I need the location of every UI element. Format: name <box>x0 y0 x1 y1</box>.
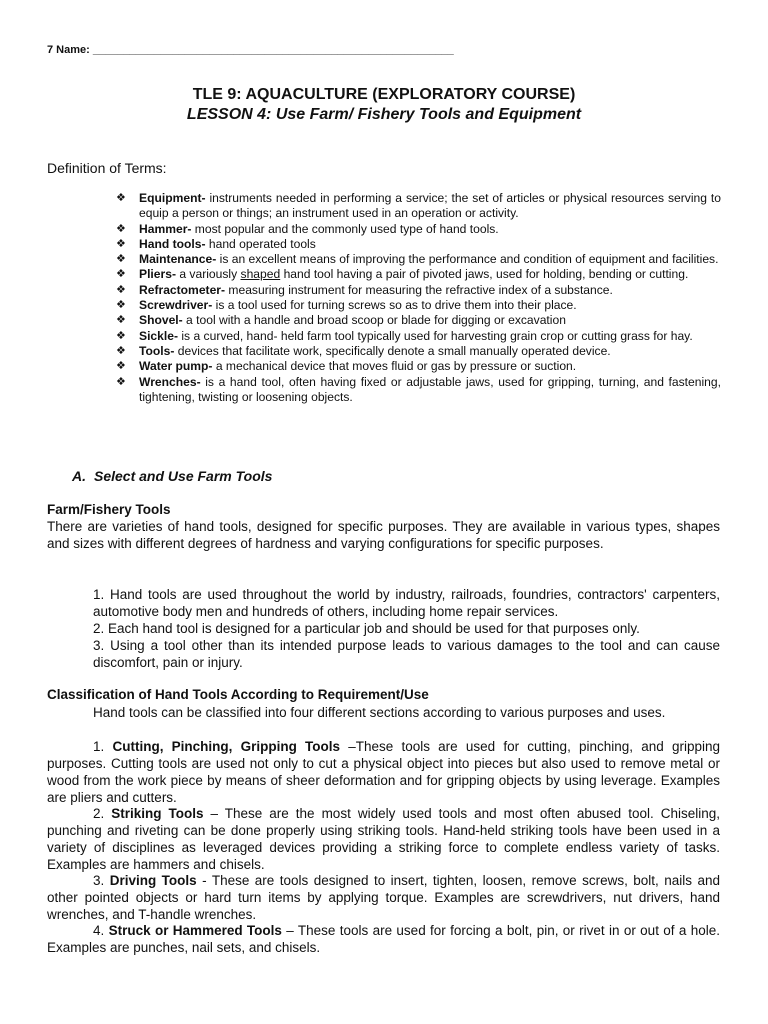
category-name: Struck or Hammered Tools <box>108 923 282 938</box>
numbered-point: 2. Each hand tool is designed for a particular job and should be used for that purposes only. <box>93 621 640 636</box>
category-number: 3. <box>93 873 110 888</box>
definition-list <box>116 191 721 405</box>
diamond-bullet-icon: ❖ <box>116 237 126 250</box>
definition-item-water-pump <box>116 359 721 374</box>
definition-text: is a curved, hand- held farm tool typically used for harvesting grain crop or cutting grass for hay. <box>178 328 693 343</box>
definition-item-hand-tools <box>116 237 721 252</box>
category-number: 4. <box>93 923 109 938</box>
definition-item-equipment <box>116 191 721 222</box>
category-striking-tools <box>47 805 720 873</box>
definition-text: is a hand tool, often having fixed or adjustable jaws, used for gripping, turning, and fastening, tightening, twisting or loosening objects. <box>139 374 721 404</box>
section-title: Select and Use Farm Tools <box>94 468 273 484</box>
definition-item-tools <box>116 344 721 359</box>
definition-text: most popular and the commonly used type of hand tools. <box>191 221 499 236</box>
numbered-points <box>93 586 720 671</box>
diamond-bullet-icon: ❖ <box>116 192 126 204</box>
diamond-bullet-icon: ❖ <box>116 222 126 235</box>
definition-term: Sickle- <box>139 328 178 343</box>
classification-intro: Hand tools can be classified into four different sections according to various purposes and uses. <box>93 705 666 720</box>
definition-text: instruments needed in performing a service; the set of articles or physical resources serving to equip a person or things; an instrument used in an operation or activity. <box>139 191 721 221</box>
definition-item-wrenches <box>116 375 721 406</box>
diamond-bullet-icon: ❖ <box>116 344 126 357</box>
definition-term: Wrenches- <box>139 374 201 389</box>
lesson-subtitle: LESSON 4: Use Farm/ Fishery Tools and Equipment <box>186 106 582 123</box>
category-name: Cutting, Pinching, Gripping Tools <box>112 739 341 754</box>
category-text: –These tools are used for cutting, pinching, and gripping purposes. Cutting tools are used not only to cut a physical object into pieces but also used to remove metal or wood from the work piece by means of sheer deformation and for gripping objects by using leverage. Examples are pliers and cutters. <box>47 739 720 805</box>
definition-text: is an excellent means of improving the performance and condition of equipment and facilities. <box>216 252 719 267</box>
category-number: 1. <box>93 739 113 754</box>
definition-term: Hand tools- <box>139 236 206 251</box>
farm-tools-heading: Farm/Fishery Tools <box>47 502 171 517</box>
category-cutting-tools <box>47 738 720 806</box>
definition-term: Tools- <box>139 343 175 358</box>
definition-item-screwdriver <box>116 298 721 313</box>
category-text: – These tools are used for forcing a bolt, pin, or rivet in or out of a hole. Examples are punches, nail sets, and chisels. <box>47 923 720 955</box>
definition-item-shovel <box>116 313 721 328</box>
definition-text: is a tool used for turning screws so as to drive them into their place. <box>212 298 577 313</box>
section-letter: A. <box>72 468 86 484</box>
definition-item-maintenance <box>116 252 721 267</box>
category-name: Striking Tools <box>111 806 204 821</box>
diamond-bullet-icon: ❖ <box>116 375 126 388</box>
farm-tools-intro: There are varieties of hand tools, designed for specific purposes. They are available in various types, shapes and sizes with different degrees of hardness and varying configurations for specific purposes. <box>47 519 720 551</box>
definition-term: Shovel- <box>139 313 183 328</box>
diamond-bullet-icon: ❖ <box>116 283 126 296</box>
diamond-bullet-icon: ❖ <box>116 253 126 266</box>
definition-text: measuring instrument for measuring the refractive index of a substance. <box>225 282 613 297</box>
definition-text: hand tool having a pair of pivoted jaws, used for holding, bending or cutting. <box>280 267 689 282</box>
diamond-bullet-icon: ❖ <box>116 268 126 281</box>
definition-term: Water pump- <box>139 359 213 374</box>
document-title: TLE 9: AQUACULTURE (EXPLORATORY COURSE) <box>192 86 576 103</box>
definition-text: a variously <box>175 267 241 282</box>
definition-item-hammer <box>116 222 721 237</box>
section-a-heading <box>72 468 272 484</box>
definition-term: Refractometer- <box>139 282 226 297</box>
underlined-word: shaped <box>240 267 281 282</box>
numbered-point: 3. Using a tool other than its intended purpose leads to various damages to the tool and can cause discomfort, pain or injury. <box>93 638 720 670</box>
diamond-bullet-icon: ❖ <box>116 314 126 327</box>
diamond-bullet-icon: ❖ <box>116 360 126 373</box>
definition-item-refractometer <box>116 283 721 298</box>
name-field-line: 7 Name: ___________________________________________________________ <box>47 44 454 56</box>
category-text: - These are tools designed to insert, tighten, loosen, remove screws, bolt, nails and other pointed objects or hard turn items by applying torque. Examples are screwdrivers, nut drivers, hand wrenches, and T-handle wrenches. <box>47 873 720 922</box>
category-struck-tools <box>47 922 720 956</box>
definition-text: devices that facilitate work, specifically denote a small manually operated device. <box>174 343 611 358</box>
definition-term: Equipment- <box>139 191 206 205</box>
definition-text: a mechanical device that moves fluid or gas by pressure or suction. <box>212 359 577 374</box>
definition-item-pliers <box>116 267 721 282</box>
definition-item-sickle <box>116 329 721 344</box>
definition-term: Screwdriver- <box>139 298 213 313</box>
definition-heading: Definition of Terms: <box>47 160 167 176</box>
definition-term: Maintenance- <box>139 252 217 267</box>
definition-term: Hammer- <box>139 221 192 236</box>
category-text: – These are the most widely used tools and most often abused tool. Chiseling, punching and riveting can be done properly using striking tools. Hand-held striking tools have been used in a variety of disciplines as leveraged devices providing a striking force to complete endless variety of tasks. Examples are hammers and chisels. <box>47 806 720 872</box>
classification-heading: Classification of Hand Tools According to Requirement/Use <box>47 687 429 702</box>
definition-text: hand operated tools <box>205 236 316 251</box>
diamond-bullet-icon: ❖ <box>116 329 126 342</box>
category-driving-tools <box>47 872 720 923</box>
definition-term: Pliers- <box>139 267 176 282</box>
category-name: Driving Tools <box>109 873 197 888</box>
diamond-bullet-icon: ❖ <box>116 299 126 312</box>
definition-text: a tool with a handle and broad scoop or blade for digging or excavation <box>182 313 566 328</box>
numbered-point: 1. Hand tools are used throughout the world by industry, railroads, foundries, contractors' carpenters, automotive body men and hundreds of others, including home repair services. <box>93 587 720 619</box>
category-number: 2. <box>93 806 112 821</box>
